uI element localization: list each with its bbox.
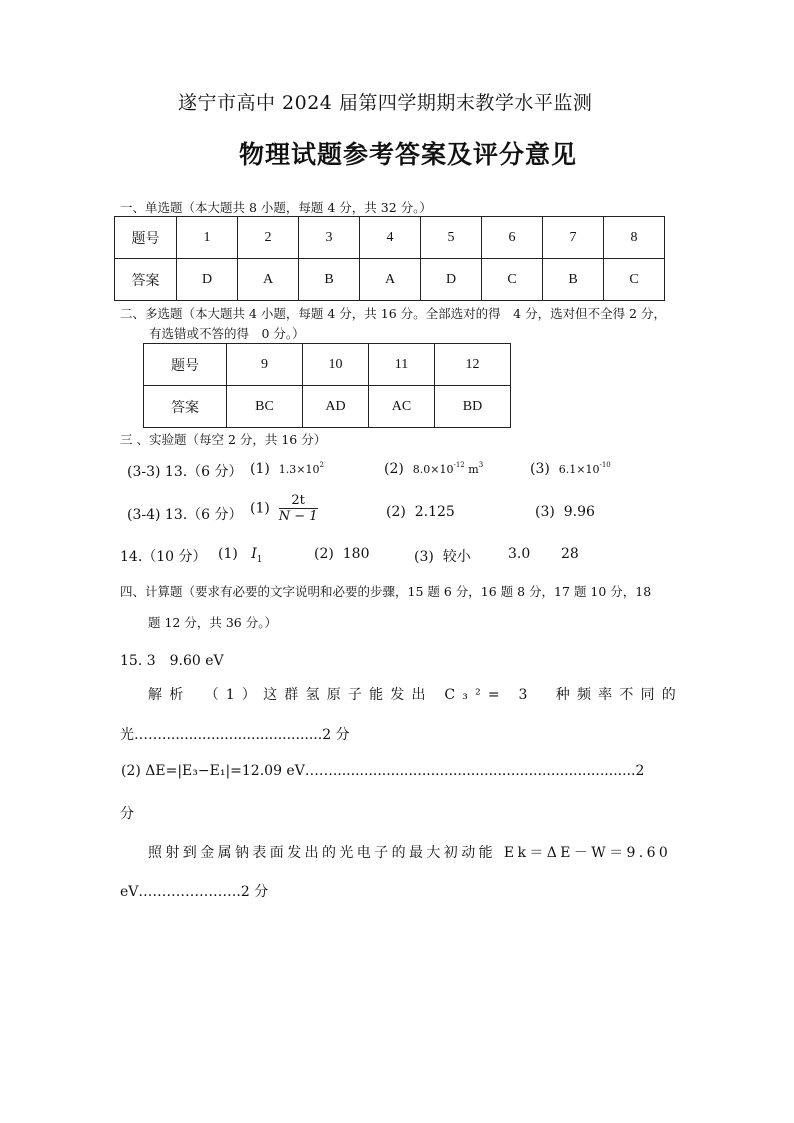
part-label: (1) [250, 500, 270, 517]
q15-part3-cont: eV………………….2 分 [120, 884, 269, 900]
q14-label: 14.（10 分） [120, 549, 207, 565]
question-number: 8 [604, 217, 665, 259]
answer-value: 6.1×10 [558, 463, 600, 476]
q14-part2 [314, 546, 369, 562]
part-label: (1) [250, 461, 270, 477]
section2-heading-cont: 有选错或不答的得 0 分。） [149, 326, 305, 341]
q14-answer-3b: 3.0 [508, 546, 531, 562]
part-label: (3) [530, 461, 550, 477]
q14-part3 [414, 546, 471, 566]
part-label: (2) [314, 546, 334, 562]
table-row [115, 217, 665, 259]
answer-subscript: 1 [256, 554, 263, 565]
q13-33-label: (3-3) 13.（6 分） [127, 464, 243, 480]
question-number: 2 [238, 217, 299, 259]
question-number: 3 [299, 217, 360, 259]
answer-cell: D [421, 259, 482, 301]
row-label: 题号 [144, 344, 227, 386]
answer-cell: BD [435, 386, 511, 428]
question-number: 12 [435, 344, 511, 386]
q13-34-part3 [535, 504, 595, 520]
q13-33-part1 [250, 461, 324, 477]
answer-value: 2.125 [414, 504, 455, 520]
part-label: (1) [218, 546, 238, 562]
question-number: 10 [303, 344, 369, 386]
question-number: 5 [421, 217, 482, 259]
question-number: 7 [543, 217, 604, 259]
part-label: (2) [386, 504, 406, 520]
part-label: (2) [384, 461, 404, 477]
question-number: 4 [360, 217, 421, 259]
table-row [144, 386, 511, 428]
answer-cell: C [482, 259, 543, 301]
answer-value: 180 [342, 546, 370, 562]
question-number: 9 [227, 344, 303, 386]
single-choice-answer-table [114, 216, 665, 301]
fraction-denominator: N − 1 [278, 509, 318, 524]
answer-value: I [251, 546, 257, 562]
q13-34-part1 [250, 493, 318, 524]
unit-exponent: 3 [478, 461, 484, 469]
q15-part3: 照射到金属钠表面发出的光电子的最大初动能 Ek＝ΔE－W＝9.60 [148, 845, 672, 861]
answer-cell: BC [227, 386, 303, 428]
fraction [279, 493, 318, 524]
q14-part1 [218, 546, 262, 565]
q14-answer-3c: 28 [561, 546, 579, 562]
answer-cell: A [360, 259, 421, 301]
table-row [115, 259, 665, 301]
answer-cell: AC [369, 386, 435, 428]
q15-part2: (2) ΔE=|E₃−E₁|=12.09 eV……....................................................................2 [121, 763, 645, 779]
answer-cell: AD [303, 386, 369, 428]
q15-answer-line: 15. 3 9.60 eV [120, 653, 224, 669]
answer-value: 1.3×10 [278, 463, 320, 476]
row-label: 答案 [144, 386, 227, 428]
q13-33-part2 [384, 461, 483, 477]
answer-cell: B [543, 259, 604, 301]
row-label: 答案 [115, 259, 177, 301]
table-row [144, 344, 511, 386]
answer-value: 8.0×10 [412, 463, 454, 476]
q15-part1: 解析 （1）这群氢原子能发出 C₃²= 3 种频率不同的 [148, 687, 683, 703]
section4-heading: 四、计算题（要求有必要的文字说明和必要的步骤，15 题 6 分，16 题 8 分，17 题 10 分，18 [120, 584, 652, 599]
fraction-numerator: 2t [279, 493, 318, 509]
answer-cell: D [177, 259, 238, 301]
section1-heading: 一、单选题（本大题共 8 小题，每题 4 分，共 32 分。） [120, 200, 432, 215]
answer-cell: A [238, 259, 299, 301]
section4-heading-cont: 题 12 分，共 36 分。） [148, 615, 277, 630]
question-number: 1 [177, 217, 238, 259]
question-number: 6 [482, 217, 543, 259]
answer-exponent: 2 [319, 461, 324, 469]
answer-exponent: -10 [599, 461, 611, 469]
answer-key-title: 物理试题参考答案及评分意见 [239, 140, 578, 169]
answer-value: 较小 [442, 549, 471, 565]
q15-part1-cont: 光……....................................2 分 [120, 727, 350, 743]
q13-34-part2 [386, 504, 455, 520]
question-number: 11 [369, 344, 435, 386]
q13-34-label: (3-4) 13.（6 分） [127, 507, 243, 523]
multi-choice-answer-table [143, 343, 511, 428]
q13-33-part3 [530, 461, 611, 477]
answer-value: 9.96 [563, 504, 595, 520]
exam-title: 遂宁市高中 2024 届第四学期期末教学水平监测 [178, 92, 593, 114]
row-label: 题号 [115, 217, 177, 259]
answer-cell: B [299, 259, 360, 301]
answer-cell: C [604, 259, 665, 301]
section2-heading: 二、多选题（本大题共 4 小题，每题 4 分，共 16 分。全部选对的得 4 分，选对但不全得 2 分， [120, 306, 666, 321]
q15-part2-cont: 分 [120, 806, 134, 822]
section3-heading: 三 、实验题（每空 2 分，共 16 分） [120, 432, 327, 447]
part-label: (3) [414, 549, 434, 565]
answer-exponent: -12 [453, 461, 465, 469]
answer-unit: m [464, 463, 479, 476]
part-label: (3) [535, 504, 555, 520]
